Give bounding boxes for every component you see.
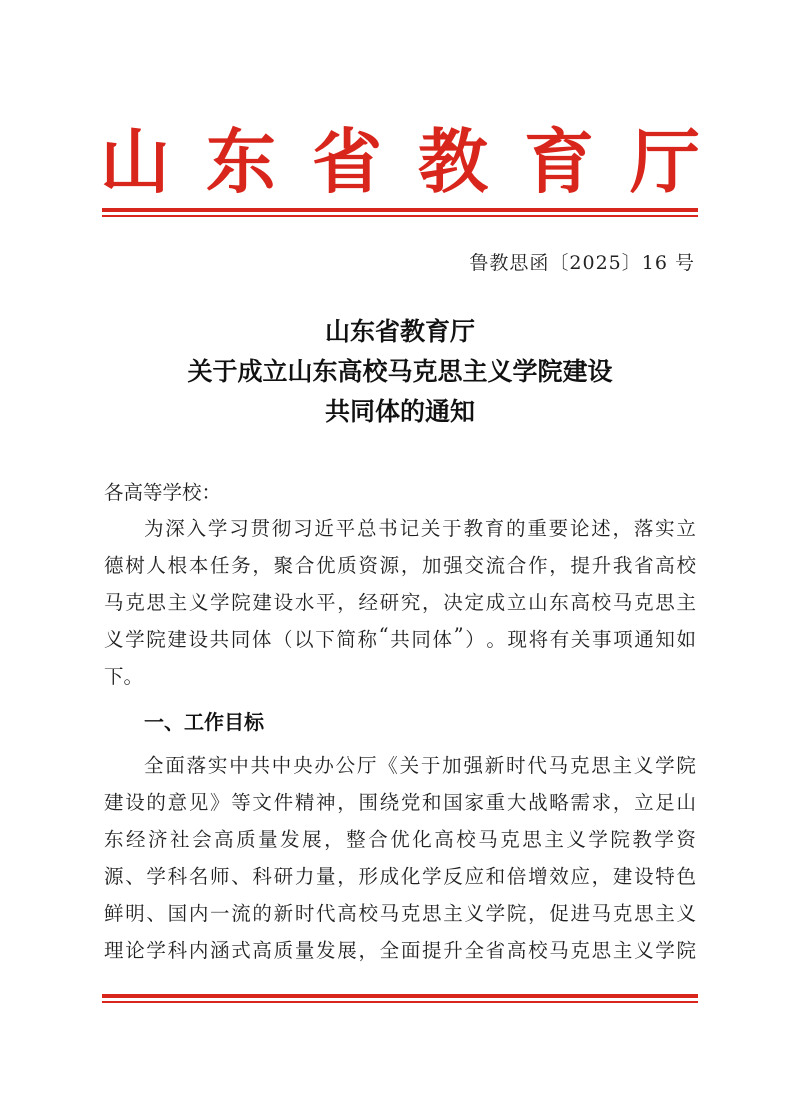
paragraph-line: 德 树 人 根 本 任 务 ， 聚 合 优 质 资 源 ， 加 强 交 流 合 作 ， 提 升 我 省 高 校 bbox=[104, 554, 696, 577]
salutation: 各高等学校： bbox=[104, 481, 222, 504]
footer-rule-thin bbox=[102, 1001, 698, 1003]
paragraph-line: 建 设 的 意 见 》 等 文 件 精 神 ， 围 绕 党 和 国 家 重 大 战 略 需 求 ， 立 足 山 bbox=[104, 791, 696, 814]
paragraph-line: 马 克 思 主 义 学 院 建 设 水 平 ， 经 研 究 ， 决 定 成 立 山 东 高 校 马 克 思 主 bbox=[104, 591, 696, 614]
title-char: 山 bbox=[100, 120, 170, 203]
paragraph-line: 理 论 学 科 内 涵 式 高 质 量 发 展 ， 全 面 提 升 全 省 高 校 马 克 思 主 义 学 院 bbox=[104, 939, 696, 962]
title-char: 东 bbox=[206, 120, 276, 203]
paragraph-line: 东 经 济 社 会 高 质 量 发 展 ， 整 合 优 化 高 校 马 克 思 主 义 学 院 教 学 资 bbox=[104, 828, 696, 851]
footer-rule-thick bbox=[102, 994, 698, 998]
paragraph-line: 全 面 落 实 中 共 中 央 办 公 厅 《 关 于 加 强 新 时 代 马 克 思 主 义 学 院 bbox=[144, 754, 696, 777]
paragraph-line: 源 、 学 科 名 师 、 科 研 力 量 ， 形 成 化 学 反 应 和 倍 增 效 应 ， 建 设 特 色 bbox=[104, 865, 696, 888]
headline-line-2: 关于成立山东高校马克思主义学院建设 bbox=[187, 357, 613, 386]
issuing-authority-title bbox=[100, 122, 700, 202]
title-char: 育 bbox=[524, 120, 594, 203]
section-heading: 一、工作目标 bbox=[144, 710, 264, 734]
paragraph-line: 义 学 院 建 设 共 同 体 （ 以 下 简 称 “ 共 同 体 ” ） 。 现 将 有 关 事 项 通 知 如 bbox=[104, 624, 696, 651]
headline-line-3: 共同体的通知 bbox=[324, 397, 475, 426]
title-char: 教 bbox=[418, 120, 488, 203]
header-rule-thick bbox=[102, 208, 698, 212]
paragraph-line: 鲜 明 、 国 内 一 流 的 新 时 代 高 校 马 克 思 主 义 学 院 ， 促 进 马 克 思 主 义 bbox=[104, 902, 696, 925]
title-char: 厅 bbox=[630, 120, 700, 203]
headline-line-1: 山东省教育厅 bbox=[324, 317, 475, 346]
header-rule-thin bbox=[102, 215, 698, 217]
title-char: 省 bbox=[312, 120, 382, 203]
paragraph-line: 下。 bbox=[104, 665, 144, 688]
document-number: 鲁教思函〔2025〕16 号 bbox=[469, 252, 695, 274]
paragraph-line: 为 深 入 学 习 贯 彻 习 近 平 总 书 记 关 于 教 育 的 重 要 论 述 ， 落 实 立 bbox=[144, 517, 696, 540]
